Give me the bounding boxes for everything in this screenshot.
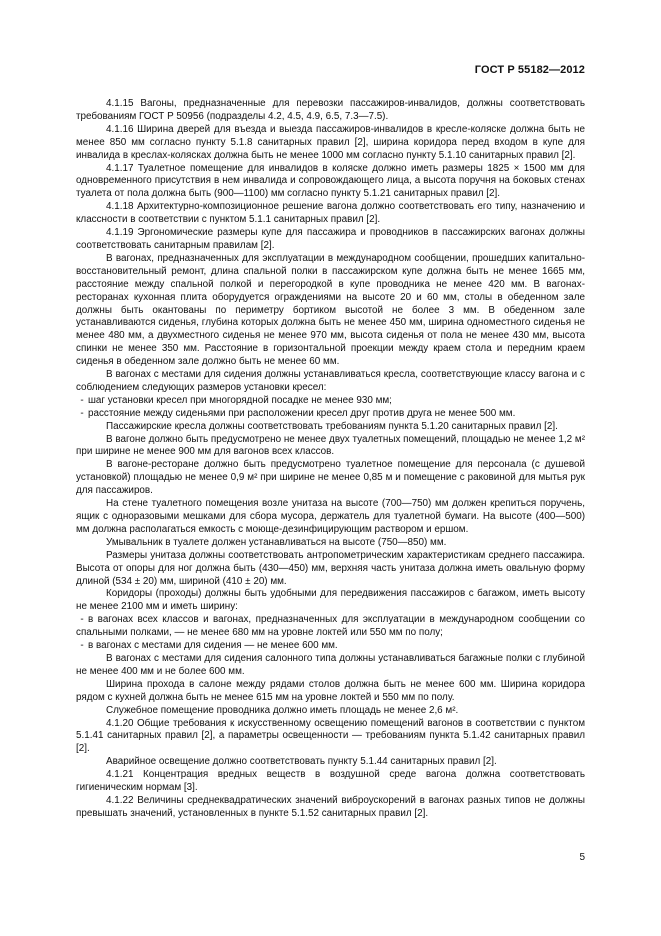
paragraph: 4.1.22 Величины среднеквадратических значений виброускорений в вагонах разных типов не должны превышать значений, установленных в пункте 5.1.52 санитарных правил [2].	[76, 794, 585, 819]
paragraph: Служебное помещение проводника должно иметь площадь не менее 2,6 м².	[106, 704, 459, 716]
paragraph: 4.1.15 Вагоны, предназначенные для перевозки пассажиров-инвалидов, должны соответствовать требованиям ГОСТ Р 50956 (подразделы 4.2, 4.5, 4.9, 6.5, 7.3—7.5).	[76, 98, 585, 122]
paragraph: Размеры унитаза должны соответствовать антропометрическим характеристикам среднего пассажира. Высота от опоры для ног должна быть (430—450) мм, верхняя часть унитаза должна иметь овальную форму длиной (534 ± 20) мм, шириной (410 ± 20) мм.	[76, 549, 585, 587]
paragraph: 4.1.16 Ширина дверей для въезда и выезда пассажиров-инвалидов в кресле-коляске должна быть не менее 850 мм согласно пункту 5.1.8 санитарных правил [2], ширина коридора перед входом в купе для инвалида в креслах-колясках должна быть не менее 1000 мм согласно пункту 5.1.10 санитарных правил [2].	[76, 123, 585, 161]
document-body	[76, 98, 585, 821]
list-dash: -	[80, 407, 84, 419]
document-header: ГОСТ Р 55182—2012	[474, 64, 585, 76]
list-dash: -	[80, 640, 84, 652]
list-item-text: шаг установки кресел при многорядной посадке не менее 930 мм;	[88, 394, 392, 406]
paragraph: Аварийное освещение должно соответствовать пункту 5.1.44 санитарных правил [2].	[106, 756, 497, 768]
paragraph: Ширина прохода в салоне между рядами столов должна быть не менее 600 мм. Ширина коридора рядом с кухней должна быть не менее 615 мм на уровне локтей и 550 мм по полу.	[76, 678, 585, 703]
paragraph: 4.1.18 Архитектурно-композиционное решение вагона должно соответствовать его типу, назначению и классности в соответствии с пунктом 5.1.1 санитарных правил [2].	[76, 201, 585, 226]
list-item-text: расстояние между сиденьями при расположении кресел друг против друга не менее 500 мм.	[88, 407, 516, 419]
list-item	[76, 640, 585, 653]
paragraph: 4.1.17 Туалетное помещение для инвалидов в коляске должно иметь размеры 1825 × 1500 мм для одновременного присутствия в нем инвалида и сопровождающего лица, а высота поручня на боковых стенах туалета от пола должна быть (900—1100) мм согласно пункту 5.1.21 санитарных правил [2].	[76, 162, 585, 200]
list-item	[76, 614, 585, 640]
paragraph: В вагоне должно быть предусмотрено не менее двух туалетных помещений, площадью не менее 1,2 м² при ширине не менее 900 мм для вагонов всех классов.	[76, 433, 585, 458]
paragraph: 4.1.21 Концентрация вредных веществ в воздушной среде вагона должна соответствовать гигиеническим нормам [3].	[76, 769, 585, 794]
paragraph: В вагонах с местами для сидения должны устанавливаться кресла, соответствующие классу вагона и с соблюдением следующих размеров установки кресел:	[76, 369, 585, 393]
list-dash: -	[80, 614, 84, 626]
paragraph: Коридоры (проходы) должны быть удобными для передвижения пассажиров с багажом, иметь высоту не менее 2100 мм и иметь ширину:	[76, 588, 585, 613]
paragraph: На стене туалетного помещения возле унитаза на высоте (700—750) мм должен крепиться поручень, ящик с одноразовыми мешками для сбора мусора, держатель для туалетной бумаги. На высоте (400—500) мм должна располагаться емкость с моюще-дезинфицирующим раствором и ершом.	[76, 498, 585, 535]
list-item-text: в вагонах всех классов и вагонах, предназначенных для эксплуатации в международном сообщении со спальными полками, — не менее 680 мм на уровне локтей или 550 мм по полу;	[76, 614, 585, 639]
paragraph: В вагоне-ресторане должно быть предусмотрено туалетное помещение для персонала (с душевой установкой) площадью не менее 0,9 м² при ширине не менее 0,85 м и помещение с раковиной для мытья рук для пассажиров.	[76, 459, 585, 497]
paragraph: Умывальник в туалете должен устанавливаться на высоте (750—850) мм.	[106, 536, 447, 548]
paragraph: В вагонах, предназначенных для эксплуатации в международном сообщении, прошедших капитально-восстановительный ремонт, длина спальной полки в пассажирском купе должна быть не менее 1665 мм, расстояние между спальной полкой и перегородкой в купе проводника не менее 420 мм. В вагонах-ресторанах кухонная плита оборудуется ограждениями на высоте 20 и 60 мм, столы в обеденном зале должны быть окантованы по периметру бортиком высотой не более 3 мм. В обеденном зале устанавливаются сиденья, глубина которых должна быть не менее 450 мм, ширина одноместного сиденья не менее 480 мм, а двухместного сиденья не менее 970 мм, высота сиденья от пола не менее 430 мм, высота спинки не менее 350 мм. Расстояние в горизонтальной проекции между краем стола и передним краем сиденья в обеденном зале должно быть не менее 60 мм.	[76, 252, 585, 368]
paragraph: 4.1.20 Общие требования к искусственному освещению помещений вагонов в соответствии с пунктом 5.1.41 санитарных правил [2], а параметры освещенности — требованиям пункта 5.1.42 санитарных правил [2].	[76, 717, 585, 755]
paragraph: В вагонах с местами для сидения салонного типа должны устанавливаться багажные полки с глубиной не менее 400 мм и не более 600 мм.	[76, 652, 585, 677]
list-item-text: в вагонах с местами для сидения — не менее 600 мм.	[88, 640, 338, 652]
paragraph: 4.1.19 Эргономические размеры купе для пассажира и проводников в пассажирских вагонах должны соответствовать санитарным правилам [2].	[76, 227, 585, 251]
list-item	[76, 395, 585, 408]
paragraph: Пассажирские кресла должны соответствовать требованиям пункта 5.1.20 санитарных правил [2].	[106, 420, 558, 432]
list-item	[76, 408, 585, 421]
list-dash: -	[80, 394, 84, 406]
page-number: 5	[579, 852, 585, 863]
